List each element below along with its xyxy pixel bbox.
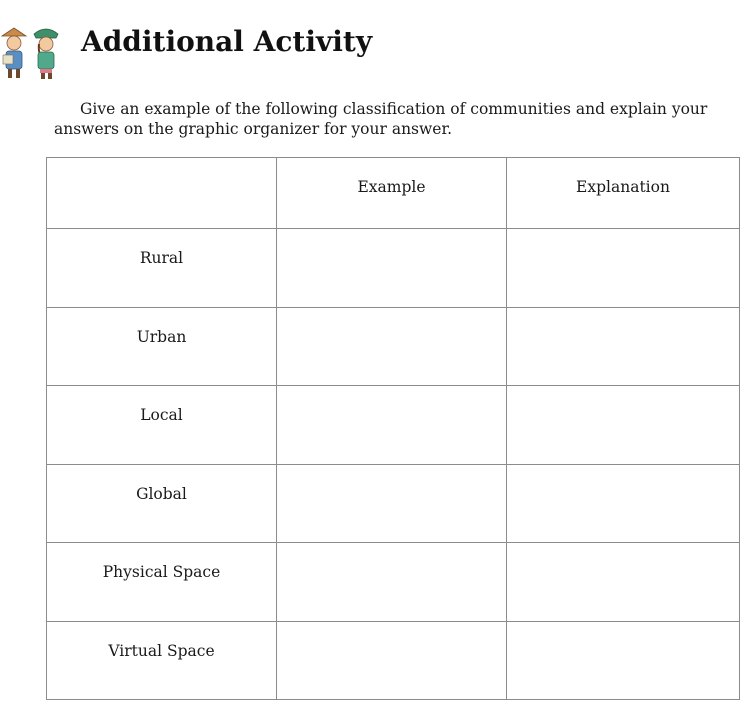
- table-row: [47, 229, 740, 308]
- instructions-line-1: Give an example of the following classification of communities and explain your: [80, 100, 708, 118]
- example-cell-rural[interactable]: [277, 229, 507, 308]
- example-cell-urban[interactable]: [277, 307, 507, 386]
- header-cell-explanation: Explanation: [507, 158, 740, 229]
- instructions-line-2: answers on the graphic organizer for your answer.: [54, 120, 453, 138]
- explanation-cell-local[interactable]: [507, 386, 740, 465]
- table-header-row: [47, 158, 740, 229]
- graphic-organizer-table: [46, 157, 740, 700]
- instructions-text: [54, 99, 744, 139]
- table-row: [47, 464, 740, 543]
- explanation-cell-rural[interactable]: [507, 229, 740, 308]
- row-label-physical-space: Physical Space: [47, 543, 277, 622]
- table-row: [47, 543, 740, 622]
- header-cell-blank: [47, 158, 277, 229]
- explanation-cell-urban[interactable]: [507, 307, 740, 386]
- table-row: [47, 386, 740, 465]
- row-label-global: Global: [47, 464, 277, 543]
- example-cell-virtual-space[interactable]: [277, 621, 507, 700]
- row-label-virtual-space: Virtual Space: [47, 621, 277, 700]
- example-cell-local[interactable]: [277, 386, 507, 465]
- table-row: [47, 621, 740, 700]
- example-cell-global[interactable]: [277, 464, 507, 543]
- header-cell-example: Example: [277, 158, 507, 229]
- explanation-cell-physical-space[interactable]: [507, 543, 740, 622]
- explanation-cell-global[interactable]: [507, 464, 740, 543]
- table-row: [47, 307, 740, 386]
- example-cell-physical-space[interactable]: [277, 543, 507, 622]
- explanation-cell-virtual-space[interactable]: [507, 621, 740, 700]
- row-label-urban: Urban: [47, 307, 277, 386]
- two-scouts-illustration-icon: [0, 22, 64, 80]
- page-title: Additional Activity: [81, 25, 373, 58]
- row-label-rural: Rural: [47, 229, 277, 308]
- row-label-local: Local: [47, 386, 277, 465]
